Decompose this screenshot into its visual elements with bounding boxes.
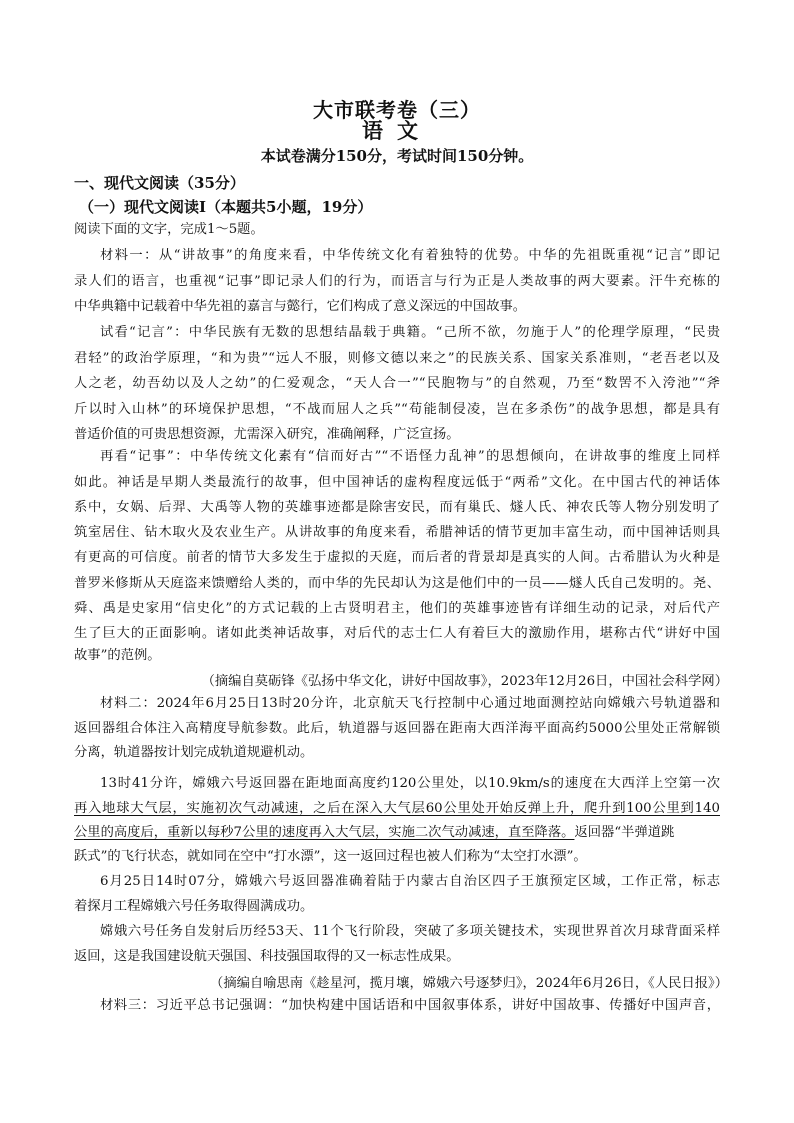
text-line: 中华典籍中记载着中华先祖的嘉言与懿行，它们构成了意义深远的中国故事。 bbox=[74, 299, 527, 314]
text-line: 返回器组合体注入高精度导航参数。此后，轨道器与返回器在距南大西洋海平面高约5000公里处正常解锁 bbox=[74, 721, 720, 736]
subject-title: 语文 bbox=[362, 118, 432, 143]
text-line bbox=[74, 823, 674, 843]
text-line: 普罗米修斯从天庭盗来馈赠给人类的，而中华的先民却认为这是他们中的一员——燧人氏自己发明的。尧、 bbox=[74, 576, 720, 591]
text-line: 故事”的范例。 bbox=[74, 648, 161, 663]
text-line: 人之老，幼吾幼以及人之幼”的仁爱观念，“天人合一”“民胞物与”的自然观，乃至“数罟不入洿池”“斧 bbox=[74, 376, 720, 391]
text-line: 跃式”的飞行状态，就如同在空中“打水漂”，这一返回过程也被人们称为“太空打水漂”。 bbox=[74, 849, 587, 864]
exam-note: 本试卷满分150分，考试时间150分钟。 bbox=[260, 147, 534, 165]
text-line: 返回，这是我国建设航天强国、科技强国取得的又一标志性成果。 bbox=[74, 949, 460, 964]
text-line: 君轻”的政治学原理，“和为贵”“远人不服，则修文德以来之”的民族关系、国家关系准则，“老吾老以及 bbox=[74, 351, 720, 366]
text-line: 材料三：习近平总书记强调：“加快构建中国话语和中国叙事体系，讲好中国故事、传播好中国声音， bbox=[100, 998, 720, 1013]
text-line: 6月25日14时07分，嫦娥六号返回器准确着陆于内蒙古自治区四子王旗预定区域，工作正常，标志 bbox=[100, 874, 720, 889]
text-line: 筑室居住、钻木取火及农业生产。从讲故事的角度来看，希腊神话的情节更加丰富生动，而中国神话则具 bbox=[74, 525, 720, 540]
underlined-text: 公里的高度后，重新以每秒7公里的速度再入大气层，实施二次气动减速，直至降落。 bbox=[74, 825, 575, 840]
text-line: 舜、禹是史家用“信史化”的方式记载的上古贤明君主，他们的英雄事迹皆有详细生动的记录，对后代产 bbox=[74, 601, 720, 616]
instructions: 阅读下面的文字，完成1～5题。 bbox=[74, 222, 264, 237]
text-line: 斤以时入山林”的环境保护思想，“不战而屈人之兵”“苟能制侵凌，岂在多杀伤”的战争思想，都是具有 bbox=[74, 402, 720, 417]
source-citation: （摘编自莫砺锋《弘扬中华文化，讲好中国故事》，2023年12月26日，中国社会科学网） bbox=[201, 674, 728, 689]
subsection-heading: （一）现代文阅读Ⅰ（本题共5小题，19分） bbox=[79, 198, 373, 216]
text-line: 材料二：2024年6月25日13时20分许，北京航天飞行控制中心通过地面测控站向嫦娥六号轨道器和 bbox=[100, 696, 720, 711]
text-line: 嫦娥六号任务自发射后历经53天、11个飞行阶段，突破了多项关键技术，实现世界首次月球背面采样 bbox=[100, 924, 720, 939]
exam-title: 大市联考卷（三） bbox=[313, 98, 481, 122]
text-line: 再看“记事”：中华传统文化素有“信而好古”“不语怪力乱神”的思想倾向，在讲故事的维度上同样 bbox=[100, 449, 720, 464]
text-segment: 返回器“半弹道跳 bbox=[574, 825, 675, 840]
text-line: 13时41分许，嫦娥六号返回器在距地面高度约120公里处，以10.9km/s的速度在大西洋上空第一次 bbox=[100, 776, 720, 791]
section-heading: 一、现代文阅读（35分） bbox=[74, 174, 245, 192]
text-line: 如此。神话是早期人类最流行的故事，但中国神话的虚构程度远低于“两希”文化。在中国古代的神话体 bbox=[74, 475, 720, 490]
text-line: 分离，轨道器按计划完成轨道规避机动。 bbox=[74, 745, 314, 760]
text-line: 普适价值的可贵思想资源，尤需深入研究，准确阐释，广泛宣扬。 bbox=[74, 427, 460, 442]
text-line: 着探月工程嫦娥六号任务取得圆满成功。 bbox=[74, 899, 314, 914]
text-line: 生了巨大的正面影响。诸如此类神话故事，对后代的志士仁人有着巨大的激励作用，堪称古代“讲好中国 bbox=[74, 626, 720, 641]
text-line: 系中，女娲、后羿、大禹等人物的英雄事迹都是除害安民，而有巢氏、燧人氏、神农氏等人物分别发明了 bbox=[74, 500, 720, 515]
underlined-line: 再入地球大气层，实施初次气动减速，之后在深入大气层60公里处开始反弹上升，爬升到100公里到140 bbox=[74, 801, 720, 816]
text-line: 材料一：从“讲故事”的角度来看，中华传统文化有着独特的优势。中华的先祖既重视“记言”即记 bbox=[100, 248, 720, 263]
text-line: 试看“记言”：中华民族有无数的思想结晶载于典籍。“己所不欲，勿施于人”的伦理学原理，“民贵 bbox=[100, 325, 720, 340]
text-line: 有更高的可信度。前者的情节大多发生于虚拟的天庭，而后者的背景却是真实的人间。古希腊认为火种是 bbox=[74, 550, 720, 565]
source-citation: （摘编自喻思南《趁星河，揽月壤，嫦娥六号逐梦归》，2024年6月26日，《人民日报》） bbox=[210, 976, 728, 991]
text-line: 录人们的语言，也重视“记事”即记录人们的行为，而语言与行为正是人类故事的两大要素。汗牛充栋的 bbox=[74, 274, 720, 289]
